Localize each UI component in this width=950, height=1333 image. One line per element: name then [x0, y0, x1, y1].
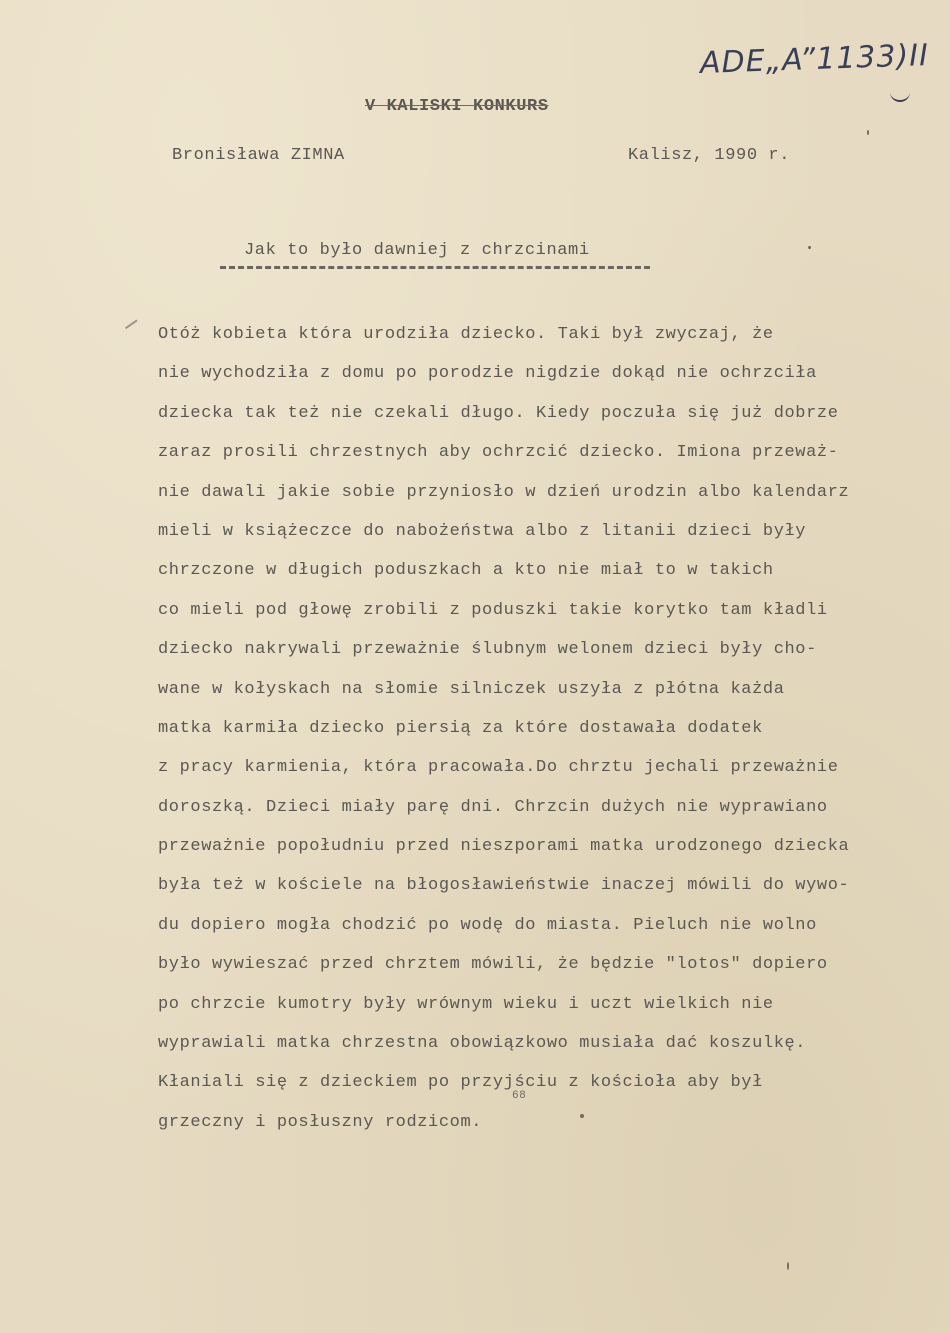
author-name: Bronisława ZIMNA	[172, 146, 345, 165]
body-line: dziecka tak też nie czekali długo. Kiedy poczuła się już dobrze	[158, 403, 839, 423]
body-line: Otóż kobieta która urodziła dziecko. Taki był zwyczaj, że	[158, 325, 774, 344]
body-line: dziecko nakrywali przeważnie ślubnym welonem dzieci były cho-	[158, 640, 817, 660]
paper-speck	[787, 1262, 789, 1270]
body-line: co mieli pod głowę zrobili z poduszki takie korytko tam kładli	[158, 600, 828, 620]
body-line: wane w kołyskach na słomie silniczek uszyła z płótna każda	[158, 679, 785, 699]
body-line: zaraz prosili chrzestnych aby ochrzcić dziecko. Imiona przeważ-	[158, 443, 839, 463]
body-line: z pracy karmienia, która pracowała.Do chrztu jechali przeważnie	[158, 758, 839, 778]
body-line: du dopiero mogła chodzić po wodę do miasta. Pieluch nie wolno	[158, 915, 817, 935]
body-line: matka karmiła dziecko piersią za które dostawała dodatek	[158, 718, 763, 738]
body-line: wyprawiali matka chrzestna obowiązkowo musiała dać koszulkę.	[158, 1034, 807, 1054]
paper-speck	[808, 246, 811, 249]
body-line: była też w kościele na błogosławieństwie inaczej mówili do wywo-	[158, 876, 850, 896]
pen-mark	[120, 313, 137, 329]
body-line: grzeczny i posłuszny rodzicom.	[158, 1112, 483, 1132]
paper-speck	[867, 130, 869, 135]
body-line: doroszką. Dzieci miały parę dni. Chrzcin dużych nie wyprawiano	[158, 797, 828, 817]
body-line: chrzczone w długich poduszkach a kto nie miał to w takich	[158, 561, 774, 581]
place-and-date: Kalisz, 1990 r.	[628, 146, 791, 165]
title-dashed-underline	[220, 266, 650, 269]
signature-underline	[890, 92, 910, 102]
paper-speck	[580, 1114, 584, 1118]
archive-signature: ADE„A”1133)II	[699, 38, 930, 81]
body-line: nie wychodziła z domu po porodzie nigdzie dokąd nie ochrzciła	[158, 364, 817, 384]
story-title: Jak to było dawniej z chrzcinami	[244, 241, 590, 260]
story-body	[158, 323, 849, 1150]
body-line: mieli w książeczce do nabożeństwa albo z litanii dzieci były	[158, 521, 807, 541]
body-line: nie dawali jakie sobie przyniosło w dzień urodzin albo kalendarz	[158, 482, 850, 502]
body-line: po chrzcie kumotry były wrównym wieku i uczt wielkich nie	[158, 994, 774, 1014]
contest-title: V KALISKI KONKURS	[365, 97, 549, 116]
body-line: przeważnie popołudniu przed nieszporami matka urodzonego dziecka	[158, 837, 850, 857]
body-line: było wywieszać przed chrztem mówili, że będzie "lotos" dopiero	[158, 955, 828, 975]
body-line: Kłaniali się z dzieckiem po przyjściu z kościoła aby był	[158, 1073, 763, 1093]
page-number: 68	[512, 1090, 527, 1102]
